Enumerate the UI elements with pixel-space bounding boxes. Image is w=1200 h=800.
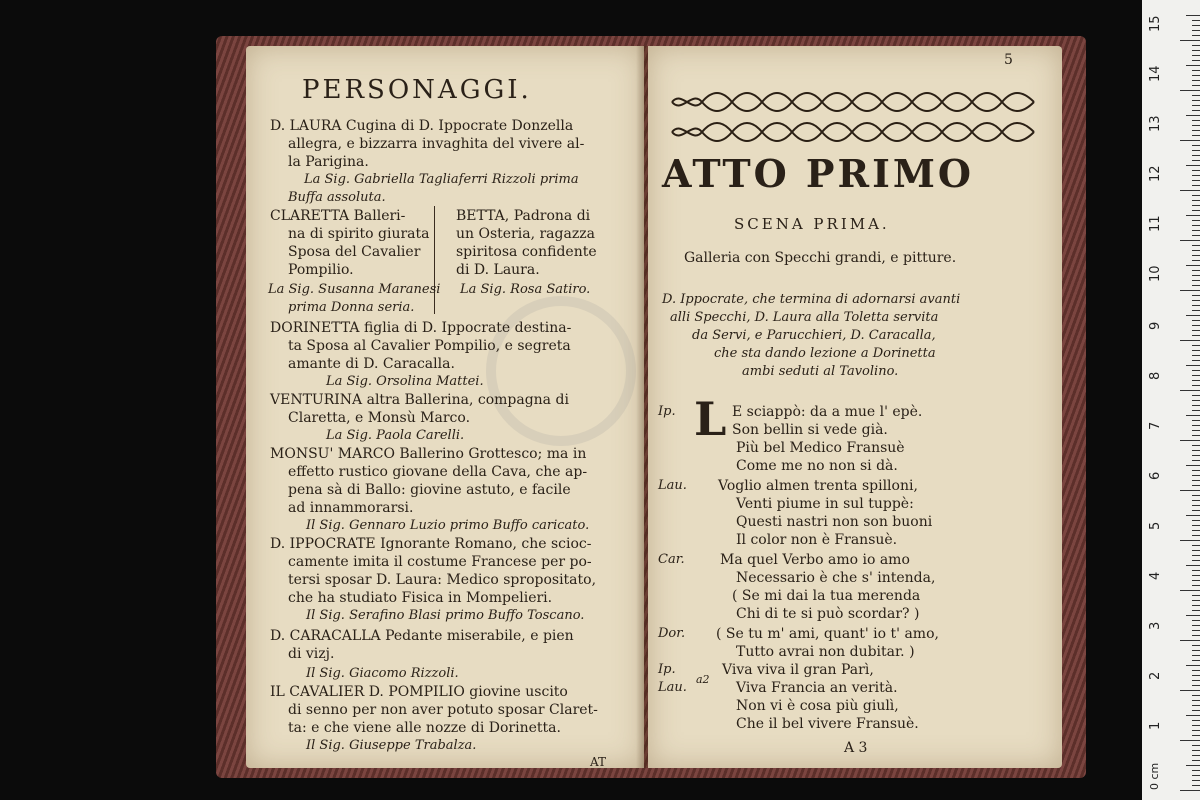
act-title: ATTO PRIMO — [662, 151, 975, 196]
ruler-tick — [1192, 755, 1200, 756]
ruler-tick — [1192, 735, 1200, 736]
ruler-tick — [1192, 230, 1200, 231]
ruler-tick — [1180, 140, 1200, 141]
text-line: D. LAURA Cugina di D. Ippocrate Donzella — [270, 118, 574, 134]
ruler-tick — [1192, 595, 1200, 596]
cast-line: La Sig. Gabriella Tagliaferri Rizzoli prima — [304, 172, 579, 187]
verse-line: Tutto avrai non dubitar. ) — [736, 644, 915, 660]
verse-line: Voglio almen trenta spilloni, — [718, 478, 918, 494]
setting-line: Galleria con Specchi grandi, e pitture. — [684, 250, 957, 266]
ruler-tick — [1192, 455, 1200, 456]
ruler-tick — [1192, 100, 1200, 101]
text-line: un Osteria, ragazza — [456, 226, 595, 242]
ruler-tick — [1192, 685, 1200, 686]
ruler-tick — [1192, 20, 1200, 21]
ruler-tick — [1192, 705, 1200, 706]
ruler-tick — [1186, 215, 1200, 216]
ruler-tick — [1192, 645, 1200, 646]
text-line: Sposa del Cavalier — [288, 244, 421, 260]
ruler-tick — [1192, 585, 1200, 586]
text-line: tersi sposar D. Laura: Medico spropositato, — [288, 572, 597, 588]
ruler-tick — [1192, 600, 1200, 601]
ruler-tick — [1192, 25, 1200, 26]
ruler-tick — [1192, 395, 1200, 396]
ruler-tick — [1192, 485, 1200, 486]
ruler-tick — [1192, 445, 1200, 446]
page-title: PERSONAGGI. — [302, 75, 532, 105]
ruler-tick — [1180, 640, 1200, 641]
text-line: IL CAVALIER D. POMPILIO giovine uscito — [270, 684, 568, 700]
ruler-tick — [1192, 195, 1200, 196]
ruler-tick — [1192, 80, 1200, 81]
ruler-tick — [1180, 740, 1200, 741]
ruler-tick — [1192, 420, 1200, 421]
speaker-label: Dor. — [658, 626, 686, 641]
text-line: ta Sposa al Cavalier Pompilio, e segreta — [288, 338, 571, 354]
text-line: spiritosa confidente — [456, 244, 597, 260]
ruler-tick — [1186, 615, 1200, 616]
ruler-number: 10 — [1148, 265, 1163, 282]
ruler-tick — [1180, 40, 1200, 41]
ruler-tick — [1192, 710, 1200, 711]
ruler-tick — [1192, 760, 1200, 761]
ruler-tick — [1186, 65, 1200, 66]
ruler-tick — [1180, 440, 1200, 441]
ruler-tick — [1192, 235, 1200, 236]
text-line: la Parigina. — [288, 154, 369, 170]
text-line: D. IPPOCRATE Ignorante Romano, che scioc- — [270, 536, 592, 552]
ruler-tick — [1192, 345, 1200, 346]
text-line: VENTURINA altra Ballerina, compagna di — [270, 392, 569, 408]
ruler-tick — [1192, 270, 1200, 271]
text-line: di vizj. — [288, 646, 335, 662]
text-line: di senno per non aver potuto sposar Claret- — [288, 702, 598, 718]
ruler-number: 5 — [1148, 521, 1163, 530]
ruler-tick — [1180, 540, 1200, 541]
ruler-tick — [1192, 695, 1200, 696]
ruler-tick — [1192, 770, 1200, 771]
ruler-tick — [1192, 170, 1200, 171]
ruler-tick — [1180, 240, 1200, 241]
text-line: na di spirito giurata — [288, 226, 430, 242]
ruler-tick — [1186, 665, 1200, 666]
ruler-tick — [1180, 190, 1200, 191]
ruler-tick — [1192, 660, 1200, 661]
text-line: CLARETTA Balleri- — [270, 208, 406, 224]
ruler-tick — [1192, 220, 1200, 221]
verse-line: Son bellin si vede già. — [732, 422, 888, 438]
verse-line: Non vi è cosa più giulì, — [736, 698, 899, 714]
ruler-tick — [1192, 35, 1200, 36]
ruler-tick — [1192, 605, 1200, 606]
ruler-number: 9 — [1148, 321, 1163, 330]
ruler-tick — [1192, 635, 1200, 636]
ruler-tick — [1192, 295, 1200, 296]
ruler-number: 6 — [1148, 471, 1163, 480]
ruler-tick — [1192, 430, 1200, 431]
ruler-tick — [1192, 45, 1200, 46]
ruler-tick — [1192, 570, 1200, 571]
ruler-tick — [1192, 30, 1200, 31]
verse-line: Ma quel Verbo amo io amo — [720, 552, 910, 568]
ruler-tick — [1192, 625, 1200, 626]
text-line: Pompilio. — [288, 262, 354, 278]
ruler-tick — [1192, 475, 1200, 476]
ornament-band-icon — [668, 88, 1040, 116]
ruler-tick — [1192, 280, 1200, 281]
ruler-tick — [1192, 85, 1200, 86]
ruler-tick — [1192, 780, 1200, 781]
ruler-tick — [1180, 590, 1200, 591]
ruler-tick — [1192, 150, 1200, 151]
cast-line: La Sig. Rosa Satiro. — [460, 282, 591, 297]
ruler-tick — [1192, 580, 1200, 581]
verse-line: Il color non è Fransuè. — [736, 532, 898, 548]
ruler-tick — [1192, 255, 1200, 256]
ruler-number: 8 — [1148, 371, 1163, 380]
ruler-tick — [1186, 465, 1200, 466]
ruler-tick — [1192, 405, 1200, 406]
text-line: amante di D. Caracalla. — [288, 356, 455, 372]
verse-line: Necessario è che s' intenda, — [736, 570, 936, 586]
verse-line: ( Se tu m' ami, quant' io t' amo, — [716, 626, 939, 642]
ruler-tick — [1192, 260, 1200, 261]
ruler-tick — [1192, 545, 1200, 546]
verse-line: Viva Francia an verità. — [736, 680, 898, 696]
verse-line: Questi nastri non son buoni — [736, 514, 933, 530]
ruler-tick — [1192, 785, 1200, 786]
ruler-tick — [1186, 415, 1200, 416]
ruler-number: 13 — [1148, 115, 1163, 132]
ruler-number: 15 — [1148, 15, 1163, 32]
text-line: che ha studiato Fisica in Mompelieri. — [288, 590, 553, 606]
ruler-tick — [1192, 655, 1200, 656]
ruler-tick — [1192, 320, 1200, 321]
ruler-tick — [1192, 510, 1200, 511]
cast-line: Il Sig. Giacomo Rizzoli. — [306, 666, 459, 681]
ruler-tick — [1192, 120, 1200, 121]
ruler-tick — [1192, 335, 1200, 336]
ruler-tick — [1192, 650, 1200, 651]
speaker-label: Ip. — [658, 662, 676, 677]
duet-marker: a2 — [696, 673, 710, 686]
cast-line: Il Sig. Serafino Blasi primo Buffo Toscano. — [306, 608, 585, 623]
ruler-tick — [1192, 680, 1200, 681]
ruler-tick — [1180, 790, 1200, 791]
ruler-tick — [1192, 330, 1200, 331]
ruler-tick — [1192, 50, 1200, 51]
verse-line: Che il bel vivere Fransuè. — [736, 716, 919, 732]
ruler-tick — [1192, 575, 1200, 576]
ruler-tick — [1192, 505, 1200, 506]
ruler-tick — [1192, 310, 1200, 311]
ruler-number: 3 — [1148, 621, 1163, 630]
library-stamp-watermark — [486, 296, 636, 446]
ruler-tick — [1192, 250, 1200, 251]
verse-line: Più bel Medico Fransuè — [736, 440, 905, 456]
cast-line: prima Donna seria. — [288, 300, 415, 315]
ruler-tick — [1192, 370, 1200, 371]
cast-line: Buffa assoluta. — [288, 190, 386, 205]
ruler-tick — [1192, 520, 1200, 521]
measurement-ruler — [1142, 0, 1200, 800]
verse-line: Chi di te si può scordar? ) — [736, 606, 920, 622]
ruler-tick — [1192, 60, 1200, 61]
left-page — [246, 46, 644, 768]
ruler-number: 7 — [1148, 421, 1163, 430]
ruler-tick — [1192, 385, 1200, 386]
stage-direction: D. Ippocrate, che termina di adornarsi avanti — [662, 292, 961, 307]
ruler-tick — [1192, 610, 1200, 611]
ruler-tick — [1192, 745, 1200, 746]
ruler-tick — [1192, 550, 1200, 551]
text-line: di D. Laura. — [456, 262, 540, 278]
ruler-tick — [1192, 245, 1200, 246]
cast-line: La Sig. Paola Carelli. — [326, 428, 465, 443]
ruler-tick — [1192, 380, 1200, 381]
ruler-unit-label: 0 cm — [1148, 762, 1161, 790]
ruler-tick — [1192, 200, 1200, 201]
ruler-tick — [1192, 450, 1200, 451]
page-number: 5 — [1004, 52, 1013, 68]
ruler-tick — [1180, 390, 1200, 391]
text-line: allegra, e bizzarra invaghita del vivere al- — [288, 136, 585, 152]
catchword: AT — [590, 755, 607, 768]
text-line: effetto rustico giovane della Cava, che ap- — [288, 464, 588, 480]
stage-direction: alli Specchi, D. Laura alla Toletta servita — [670, 310, 939, 325]
ruler-tick — [1192, 670, 1200, 671]
ruler-tick — [1180, 90, 1200, 91]
ruler-tick — [1192, 400, 1200, 401]
ruler-tick — [1186, 515, 1200, 516]
speaker-label: Car. — [658, 552, 685, 567]
ruler-number: 14 — [1148, 65, 1163, 82]
ruler-tick — [1192, 210, 1200, 211]
ruler-tick — [1192, 675, 1200, 676]
ruler-tick — [1180, 340, 1200, 341]
ruler-tick — [1192, 105, 1200, 106]
ruler-tick — [1186, 565, 1200, 566]
ruler-tick — [1192, 135, 1200, 136]
cast-line: La Sig. Susanna Maranesi — [268, 282, 441, 297]
text-line: ad innammorarsi. — [288, 500, 414, 516]
ruler-tick — [1186, 165, 1200, 166]
ruler-tick — [1192, 305, 1200, 306]
ruler-tick — [1192, 730, 1200, 731]
ruler-tick — [1192, 75, 1200, 76]
verse-line: Viva viva il gran Parì, — [722, 662, 874, 678]
speaker-label: Lau. — [658, 478, 687, 493]
ruler-tick — [1192, 775, 1200, 776]
ruler-tick — [1186, 765, 1200, 766]
ruler-number: 2 — [1148, 671, 1163, 680]
scene-title: SCENA PRIMA. — [734, 215, 890, 233]
ruler-tick — [1192, 175, 1200, 176]
ruler-tick — [1192, 350, 1200, 351]
ruler-tick — [1192, 535, 1200, 536]
ruler-tick — [1192, 95, 1200, 96]
signature-mark: A 3 — [844, 740, 868, 756]
ruler-tick — [1192, 500, 1200, 501]
ruler-tick — [1192, 620, 1200, 621]
ruler-tick — [1192, 70, 1200, 71]
text-line: MONSU' MARCO Ballerino Grottesco; ma in — [270, 446, 587, 462]
ruler-tick — [1192, 145, 1200, 146]
text-line: D. CARACALLA Pedante miserabile, e pien — [270, 628, 574, 644]
ruler-tick — [1192, 180, 1200, 181]
ruler-tick — [1180, 690, 1200, 691]
ruler-tick — [1186, 365, 1200, 366]
ruler-tick — [1192, 55, 1200, 56]
ruler-tick — [1192, 160, 1200, 161]
verse-line: Come me no non si dà. — [736, 458, 898, 474]
ruler-tick — [1192, 325, 1200, 326]
ruler-tick — [1180, 290, 1200, 291]
ruler-number: 1 — [1148, 721, 1163, 730]
ruler-tick — [1192, 130, 1200, 131]
drop-cap: L — [694, 392, 727, 446]
ruler-tick — [1186, 115, 1200, 116]
ruler-number: 11 — [1148, 215, 1163, 232]
ruler-tick — [1192, 700, 1200, 701]
ruler-tick — [1192, 285, 1200, 286]
text-line: Claretta, e Monsù Marco. — [288, 410, 471, 426]
ruler-number: 4 — [1148, 571, 1163, 580]
ruler-tick — [1192, 435, 1200, 436]
right-page — [648, 46, 1062, 768]
speaker-label: Ip. — [658, 404, 676, 419]
book — [216, 36, 1086, 778]
stage-direction: che sta dando lezione a Dorinetta — [714, 346, 936, 361]
ruler-tick — [1186, 265, 1200, 266]
stage-direction: da Servi, e Parucchieri, D. Caracalla, — [692, 328, 936, 343]
verse-line: Venti piume in sul tuppè: — [736, 496, 914, 512]
ruler-tick — [1186, 715, 1200, 716]
text-line: camente imita il costume Francese per po- — [288, 554, 592, 570]
ruler-tick — [1192, 355, 1200, 356]
ruler-tick — [1192, 225, 1200, 226]
ruler-tick — [1186, 315, 1200, 316]
speaker-label: Lau. — [658, 680, 687, 695]
ruler-tick — [1192, 155, 1200, 156]
cast-line: Il Sig. Giuseppe Trabalza. — [306, 738, 477, 753]
stage-direction: ambi seduti al Tavolino. — [742, 364, 899, 379]
ruler-tick — [1192, 480, 1200, 481]
ruler-tick — [1192, 425, 1200, 426]
text-line: DORINETTA figlia di D. Ippocrate destina- — [270, 320, 572, 336]
ruler-tick — [1192, 630, 1200, 631]
ruler-tick — [1192, 525, 1200, 526]
ruler-tick — [1192, 560, 1200, 561]
text-line: BETTA, Padrona di — [456, 208, 591, 224]
text-line: ta: e che viene alle nozze di Dorinetta. — [288, 720, 561, 736]
cast-line: Il Sig. Gennaro Luzio primo Buffo caricato. — [306, 518, 590, 533]
ruler-tick — [1192, 205, 1200, 206]
cast-line: La Sig. Orsolina Mattei. — [326, 374, 484, 389]
ruler-tick — [1192, 555, 1200, 556]
ruler-tick — [1192, 495, 1200, 496]
ruler-tick — [1192, 725, 1200, 726]
ruler-tick — [1192, 300, 1200, 301]
ruler-tick — [1192, 110, 1200, 111]
ruler-tick — [1192, 275, 1200, 276]
ornament-band-icon — [668, 118, 1040, 146]
ruler-tick — [1192, 460, 1200, 461]
ruler-number: 12 — [1148, 165, 1163, 182]
text-line: pena sà di Ballo: giovine astuto, e facile — [288, 482, 571, 498]
ruler-tick — [1180, 490, 1200, 491]
ruler-tick — [1192, 360, 1200, 361]
verse-line: E sciappò: da a mue l' epè. — [732, 404, 923, 420]
ruler-tick — [1192, 530, 1200, 531]
ruler-tick — [1192, 125, 1200, 126]
ruler-tick — [1192, 470, 1200, 471]
ruler-tick — [1192, 720, 1200, 721]
verse-line: ( Se mi dai la tua merenda — [732, 588, 921, 604]
ruler-tick — [1192, 410, 1200, 411]
ruler-tick — [1192, 750, 1200, 751]
ruler-tick — [1192, 185, 1200, 186]
ruler-tick — [1192, 375, 1200, 376]
ruler-tick — [1186, 15, 1200, 16]
